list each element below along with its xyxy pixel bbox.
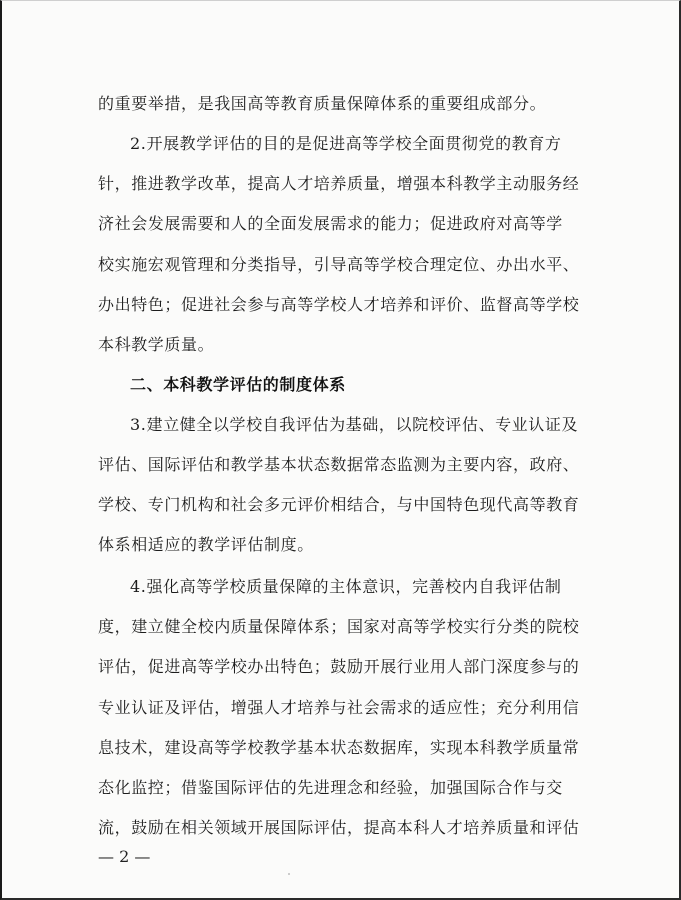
- section-heading: 二、本科教学评估的制度体系: [130, 375, 346, 394]
- paragraph-4-line-5: 息技术，建设高等学校教学基本状态数据库，实现本科教学质量常: [98, 738, 580, 757]
- page-number: — 2 —: [98, 847, 151, 866]
- paragraph-4-line-4: 专业认证及评估，增强人才培养与社会需求的适应性；充分利用信: [98, 698, 580, 717]
- paragraph-4-line-6: 态化监控；借鉴国际评估的先进理念和经验，加强国际合作与交: [98, 778, 563, 797]
- paragraph-2-line-3: 济社会发展需要和人的全面发展需求的能力；促进政府对高等学: [98, 214, 563, 233]
- paragraph-3-line-4: 体系相适应的教学评估制度。: [98, 535, 314, 554]
- paragraph-2-line-5: 办出特色；促进社会参与高等学校人才培养和评价、监督高等学校: [98, 295, 580, 314]
- paragraph-2-line-6: 本科教学质量。: [98, 335, 215, 354]
- paragraph-3-line-3: 学校、专门机构和社会多元评价相结合，与中国特色现代高等教育: [98, 495, 580, 514]
- paragraph-2-line-4: 校实施宏观管理和分类指导，引导高等学校合理定位、办出水平、: [98, 255, 580, 274]
- paragraph-2-line-1: 2.开展教学评估的目的是促进高等学校全面贯彻党的教育方: [130, 134, 562, 153]
- paragraph-4-line-3: 评估，促进高等学校办出特色；鼓励开展行业用人部门深度参与的: [98, 657, 580, 676]
- scan-speck: [288, 873, 290, 875]
- paragraph-4-line-2: 度，建立健全校内质量保障体系；国家对高等学校实行分类的院校: [98, 617, 580, 636]
- paragraph-2-line-2: 针，推进教学改革，提高人才培养质量，增强本科教学主动服务经: [98, 174, 580, 193]
- paragraph-3-line-1: 3.建立健全以学校自我评估为基础，以院校评估、专业认证及: [130, 415, 579, 434]
- paragraph-4-line-1: 4.强化高等学校质量保障的主体意识，完善校内自我评估制: [130, 577, 562, 596]
- paragraph-4-line-7: 流，鼓励在相关领域开展国际评估，提高本科人才培养质量和评估: [98, 818, 580, 837]
- text-line-1: 的重要举措，是我国高等教育质量保障体系的重要组成部分。: [98, 94, 547, 113]
- paragraph-3-line-2: 评估、国际评估和教学基本状态数据常态监测为主要内容，政府、: [98, 455, 580, 474]
